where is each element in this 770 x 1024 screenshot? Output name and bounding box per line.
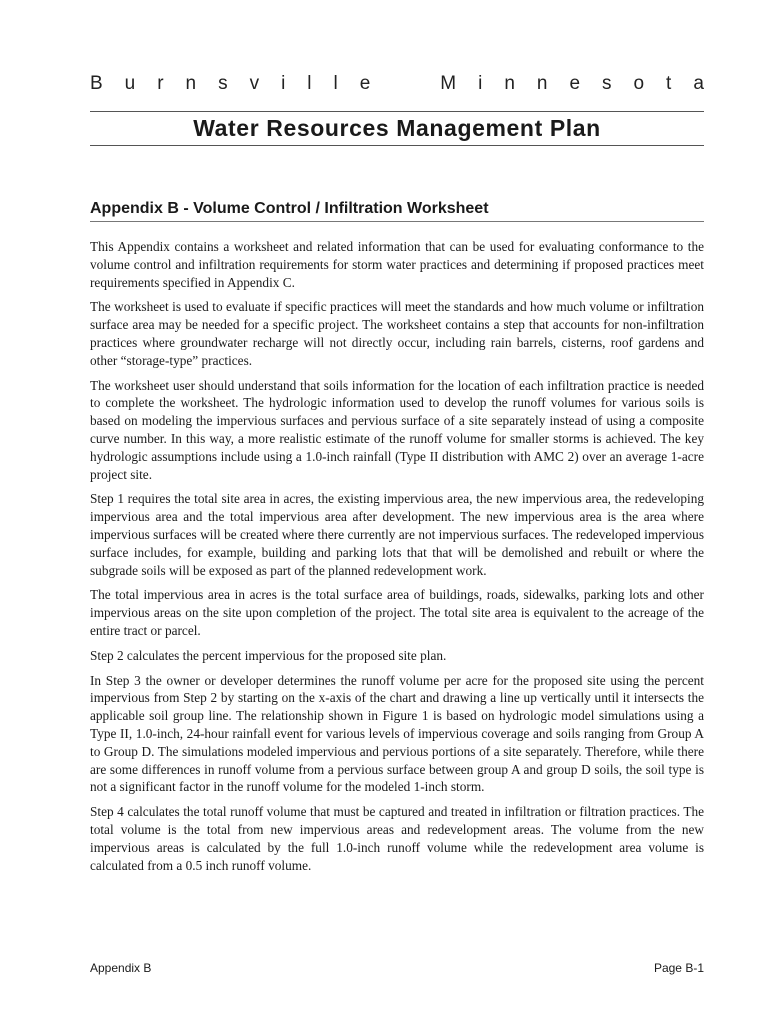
header-letter: n — [504, 73, 515, 94]
header-letter: s — [218, 73, 228, 94]
header-divider-bottom — [90, 145, 704, 146]
paragraph: The total impervious area in acres is the total surface area of buildings, roads, sidewalks, parking lots and other impervious areas on the site upon completion of the project. The total site area is equivalent to the acreage of the entire tract or parcel. — [90, 587, 704, 638]
footer-page-number: Page B-1 — [653, 961, 704, 975]
header-letter: r — [157, 73, 164, 94]
header-letter: t — [666, 73, 672, 94]
header-letter: i — [281, 73, 286, 94]
page-footer — [90, 961, 704, 977]
paragraph: Step 2 calculates the percent impervious for the proposed site plan. — [90, 647, 447, 663]
body-text — [90, 238, 704, 881]
paragraph: In Step 3 the owner or developer determines the runoff volume per acre for the proposed site using the percent impervious from Step 2 by starting on the x-axis of the chart and drawing a line up vertically until it intersects the applicable soil group line. The relationship shown in Figure 1 is based on hydrologic model simulations using a Type II, 1.0-inch, 24-hour rainfall event for various levels of impervious coverage and soils ranging from Group A to Group D. The simulations modeled impervious and pervious portions of a site separately. Therefore, while there are some differences in runoff volume from a pervious surface between group A and group D soils, the soil type is not a significant factor in the runoff volume for the modeled 1-inch storm. — [90, 672, 704, 795]
paragraph: Step 1 requires the total site area in acres, the existing impervious area, the new impervious area, the redeveloping impervious area and the total impervious area after development. The new impervious area is the area where impervious surfaces will be created where there currently are not impervious surfaces. The redeveloped impervious surface includes, for example, building and parking lots that that will be demolished and rebuilt or where the subgrade soils will be exposed as part of the planned redevelopment work. — [90, 491, 704, 578]
paragraph: This Appendix contains a worksheet and related information that can be used for evaluating conformance to the volume control and infiltration requirements for storm water practices and determining if proposed practices meet requirements specified in Appendix C. — [90, 239, 704, 290]
header-letter: l — [307, 73, 312, 94]
header-letter: u — [124, 73, 136, 94]
header-letter: i — [478, 73, 483, 94]
header-letter: a — [693, 73, 704, 94]
section-heading: Appendix B - Volume Control / Infiltration Worksheet — [90, 200, 704, 222]
paragraph: The worksheet is used to evaluate if specific practices will meet the standards and how much volume or infiltration surface area may be needed for a specific project. The worksheet contains a step that accounts for non-infiltration practices where groundwater recharge will not directly occur, including rain barrels, cisterns, roof gardens and other “storage-type” practices. — [90, 299, 704, 368]
running-header-city — [90, 70, 704, 98]
header-letter: e — [569, 73, 581, 94]
footer-appendix-label: Appendix B — [90, 961, 152, 975]
paragraph: Step 4 calculates the total runoff volume that must be captured and treated in infiltration or filtration practices. The total volume is the total from new impervious areas and redevelopment areas. The volume from the new impervious areas is calculated by the full 1.0-inch runoff volume while the redevelopment area volume is calculated from a 0.5 inch runoff volume. — [90, 804, 704, 873]
header-letter: o — [633, 73, 645, 94]
document-title: Water Resources Management Plan — [193, 115, 601, 141]
header-letter: n — [185, 73, 197, 94]
header-letter: s — [602, 73, 612, 94]
header-letter: e — [359, 73, 371, 94]
header-letter: v — [249, 73, 260, 94]
header-letter: n — [536, 73, 548, 94]
header-letter: l — [333, 73, 338, 94]
paragraph: The worksheet user should understand that soils information for the location of each infiltration practice is needed to complete the worksheet. The hydrologic information used to develop the runoff volumes for various soils is based on modeling the impervious surfaces and pervious surface of a site separately instead of using a composite curve number. In this way, a more realistic estimate of the runoff volume for smaller storms is achieved. The key hydrologic assumptions include using a 1.0-inch rainfall (Type II distribution with AMC 2) over an average 1-acre project site. — [90, 377, 704, 482]
header-letter: B — [90, 73, 103, 94]
header-letter: M — [440, 73, 457, 94]
